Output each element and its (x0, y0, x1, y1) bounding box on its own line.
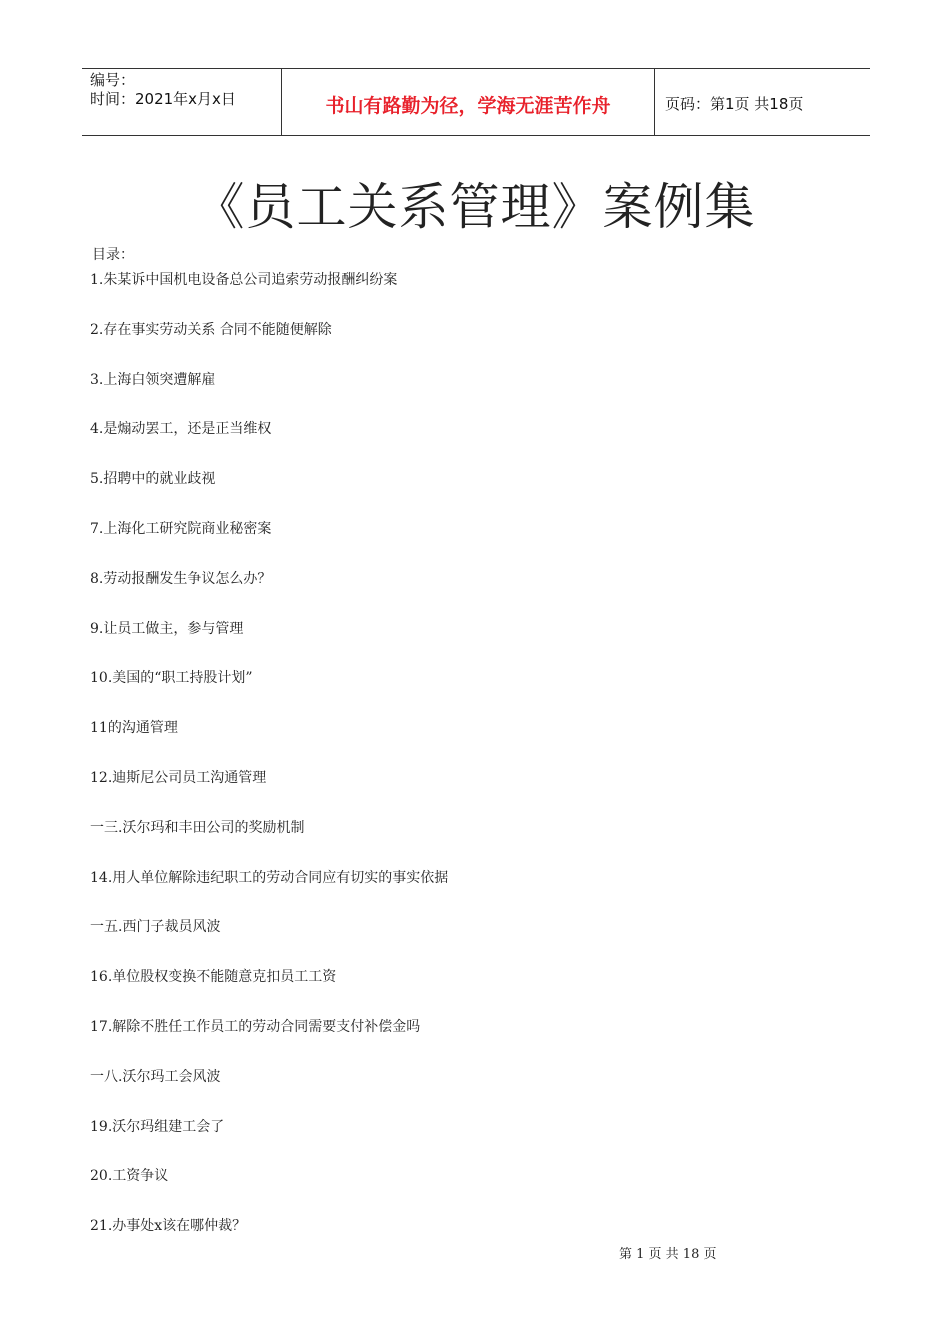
header-motto: 书山有路勤为径，学海无涯苦作舟 (282, 69, 655, 135)
toc-item: 16.单位股权变换不能随意克扣员工工资 (90, 969, 337, 986)
table-of-contents (90, 270, 448, 1266)
toc-item: 12.迪斯尼公司员工沟通管理 (90, 769, 267, 786)
header-page-info (655, 69, 870, 135)
page-info-text: 页码：第1页 共18页 (665, 94, 804, 113)
footer-page-number: 第 1 页 共 18 页 (619, 1247, 717, 1262)
toc-item: 19.沃尔玛组建工会了 (90, 1118, 225, 1135)
toc-item: 9.让员工做主，参与管理 (90, 620, 244, 637)
toc-item: 21.办事处x该在哪仲裁？ (90, 1218, 247, 1235)
header-meta (82, 69, 282, 135)
toc-item: 1.朱某诉中国机电设备总公司追索劳动报酬纠纷案 (90, 272, 398, 288)
toc-item: 14.用人单位解除违纪职工的劳动合同应有切实的事实依据 (90, 869, 449, 886)
toc-item: 17.解除不胜任工作员工的劳动合同需要支付补偿金吗 (90, 1018, 421, 1035)
page-footer (0, 1246, 950, 1264)
toc-item: 3.上海白领突遭解雇 (90, 371, 216, 388)
toc-item: 2.存在事实劳动关系 合同不能随便解除 (90, 321, 332, 338)
toc-item: 20.工资争议 (90, 1168, 169, 1185)
time-label: 时间：2021年x月x日 (90, 90, 236, 108)
number-label: 编号： (90, 71, 136, 89)
toc-item: 一三.沃尔玛和丰田公司的奖励机制 (90, 819, 305, 836)
toc-item: 5.招聘中的就业歧视 (90, 471, 216, 488)
toc-item: 8.劳动报酬发生争议怎么办？ (90, 570, 272, 587)
toc-item: 11的沟通管理 (90, 720, 178, 737)
document-title: 《员工关系管理》案例集 (194, 178, 756, 236)
toc-item: 7.上海化工研究院商业秘密案 (90, 520, 272, 537)
header-table (82, 68, 870, 136)
toc-item: 一八.沃尔玛工会风波 (90, 1068, 221, 1085)
toc-item: 4.是煽动罢工，还是正当维权 (90, 421, 272, 438)
toc-item: 10.美国的“职工持股计划” (90, 670, 253, 687)
toc-label: 目录： (92, 247, 134, 263)
toc-item: 一五.西门子裁员风波 (90, 919, 221, 936)
